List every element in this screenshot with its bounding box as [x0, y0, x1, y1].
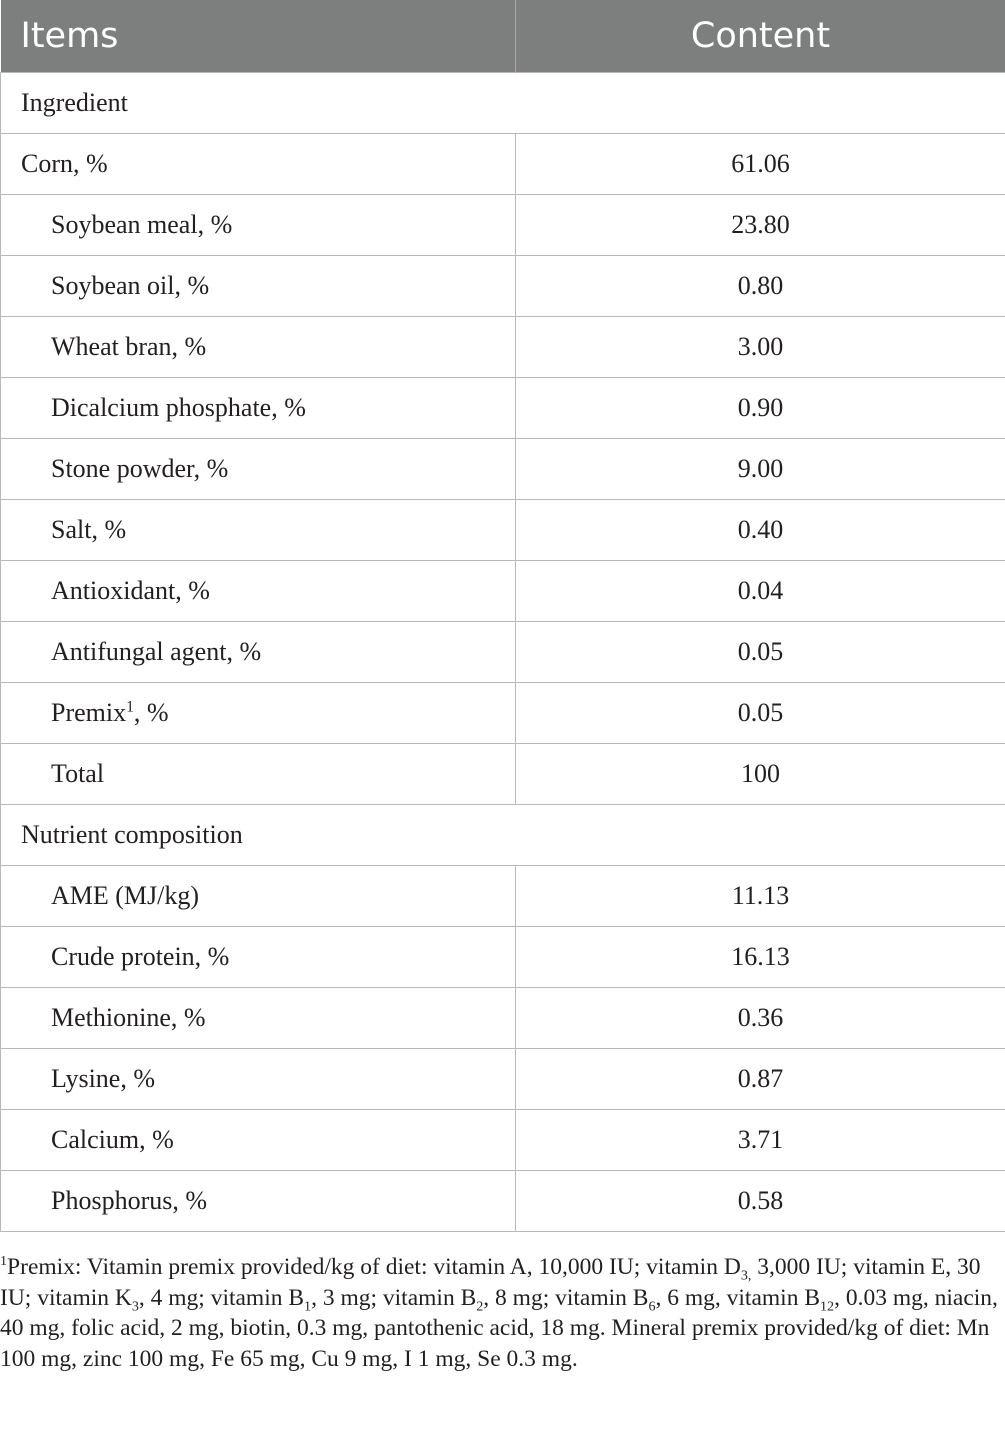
table-row: [1, 622, 1005, 683]
section-label: Ingredient: [1, 73, 1005, 134]
item-cell: Wheat bran, %: [1, 317, 516, 378]
value-cell: 3.00: [516, 317, 1005, 378]
item-cell: Calcium, %: [1, 1110, 516, 1171]
value-cell: 0.04: [516, 561, 1005, 622]
item-cell: Corn, %: [1, 134, 516, 195]
item-cell: Total: [1, 744, 516, 805]
section-row-nutrient: [1, 805, 1005, 866]
item-cell: Soybean oil, %: [1, 256, 516, 317]
footnote-subscript: 3,: [740, 1267, 752, 1284]
value-cell: 11.13: [516, 866, 1005, 927]
table-row: [1, 561, 1005, 622]
value-cell: 0.90: [516, 378, 1005, 439]
table-row: [1, 683, 1005, 744]
table-row: [1, 1049, 1005, 1110]
item-cell: AME (MJ/kg): [1, 866, 516, 927]
item-cell: Antioxidant, %: [1, 561, 516, 622]
value-cell: 100: [516, 744, 1005, 805]
header-content: Content: [516, 0, 1005, 73]
table-row: [1, 378, 1005, 439]
table-row: [1, 1110, 1005, 1171]
table-row: [1, 439, 1005, 500]
item-cell: Soybean meal, %: [1, 195, 516, 256]
table-row: [1, 195, 1005, 256]
section-row-ingredient: [1, 73, 1005, 134]
table-row: [1, 744, 1005, 805]
footnote-subscript: 2: [476, 1298, 484, 1315]
header-items: Items: [1, 0, 516, 73]
value-cell: 61.06: [516, 134, 1005, 195]
item-cell: Phosphorus, %: [1, 1171, 516, 1232]
item-text: Premix: [51, 698, 127, 727]
item-cell: Salt, %: [1, 500, 516, 561]
footnote-text: , 6 mg, vitamin B: [655, 1284, 820, 1311]
table-row: [1, 500, 1005, 561]
item-cell: Antifungal agent, %: [1, 622, 516, 683]
item-suffix: , %: [133, 698, 169, 727]
table-row: [1, 927, 1005, 988]
footnote-text: , 8 mg; vitamin B: [483, 1284, 649, 1311]
section-label: Nutrient composition: [1, 805, 1005, 866]
footnote-text: , 0.03 mg, niacin, 40 mg, folic acid, 2 mg, biotin, 0.3 mg, pantothenic acid, 18 mg. Mineral premix provided/kg of diet: Mn 100 mg, zinc 100 mg, Fe 65 mg, Cu 9 mg, I 1 mg, Se 0.3 mg.: [0, 1284, 998, 1372]
value-cell: 3.71: [516, 1110, 1005, 1171]
value-cell: 0.40: [516, 500, 1005, 561]
footnote-subscript: 3: [131, 1298, 139, 1315]
item-cell: Dicalcium phosphate, %: [1, 378, 516, 439]
item-cell: Stone powder, %: [1, 439, 516, 500]
table-row: [1, 317, 1005, 378]
value-cell: 9.00: [516, 439, 1005, 500]
footnote-marker: 1: [0, 1253, 8, 1270]
value-cell: 0.05: [516, 683, 1005, 744]
value-cell: 0.36: [516, 988, 1005, 1049]
table-row: [1, 1171, 1005, 1232]
footnote-subscript: 6: [648, 1298, 656, 1315]
footnote-subscript: 1: [304, 1298, 312, 1315]
table-row: [1, 988, 1005, 1049]
table-row: [1, 866, 1005, 927]
item-cell: Methionine, %: [1, 988, 516, 1049]
table-row: [1, 134, 1005, 195]
table-header-row: [1, 0, 1005, 73]
item-cell: Crude protein, %: [1, 927, 516, 988]
value-cell: 0.58: [516, 1171, 1005, 1232]
footnote-text: , 4 mg; vitamin B: [138, 1284, 305, 1311]
value-cell: 0.05: [516, 622, 1005, 683]
value-cell: 16.13: [516, 927, 1005, 988]
item-cell: Lysine, %: [1, 1049, 516, 1110]
table-row: [1, 256, 1005, 317]
table-footnote: [0, 1252, 1000, 1374]
footnote-text: , 3 mg; vitamin B: [311, 1284, 477, 1311]
footnote-text: 3,000 IU; vitamin E, 30 IU; vitamin K: [0, 1254, 981, 1311]
value-cell: 23.80: [516, 195, 1005, 256]
footnote-text: Premix: Vitamin premix provided/kg of diet: vitamin A, 10,000 IU; vitamin D: [7, 1254, 741, 1280]
footnote-subscript: 12: [820, 1298, 835, 1315]
value-cell: 0.80: [516, 256, 1005, 317]
item-cell: [1, 683, 516, 744]
value-cell: 0.87: [516, 1049, 1005, 1110]
footnote-ref: 1: [126, 698, 134, 716]
